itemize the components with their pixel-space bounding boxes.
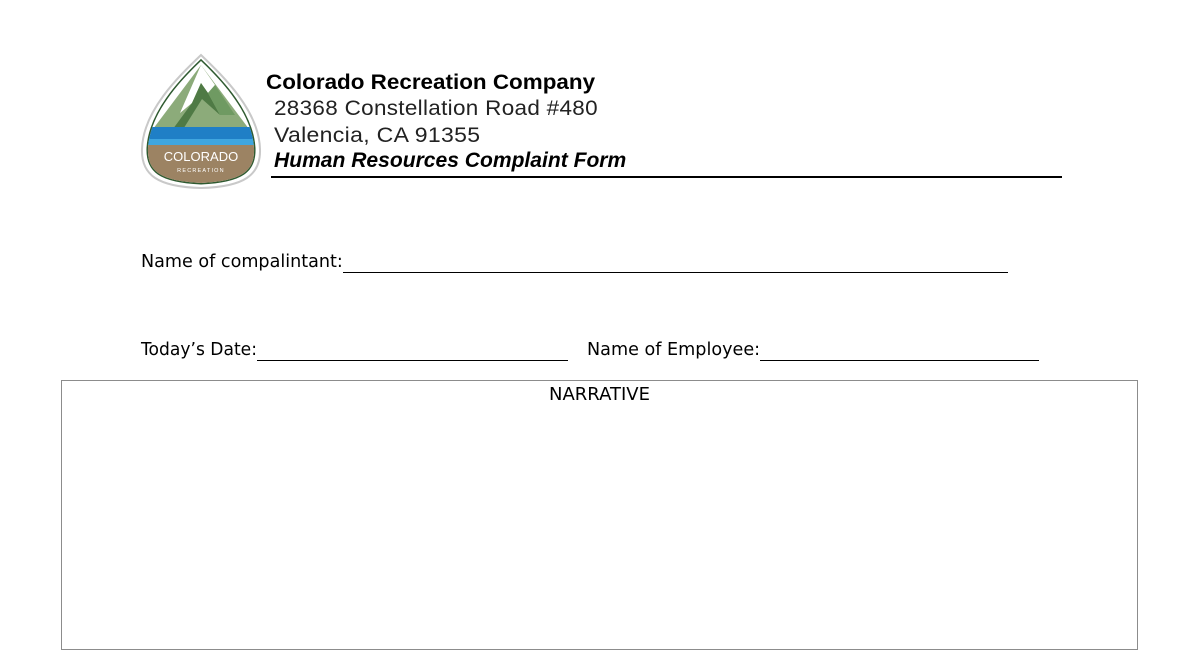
employee-label: Name of Employee:	[587, 339, 761, 360]
form-title: Human Resources Complaint Form	[274, 149, 627, 172]
date-field[interactable]	[257, 360, 568, 361]
address-line-1: 28368 Constellation Road #480	[274, 97, 598, 120]
company-logo	[140, 53, 262, 189]
company-name: Colorado Recreation Company	[266, 71, 596, 94]
complainant-label: Name of compalintant:	[141, 251, 343, 272]
narrative-label: NARRATIVE	[549, 384, 650, 405]
logo-text-main: COLORADO	[163, 149, 239, 164]
title-rule	[271, 176, 1062, 178]
date-label: Today’s Date:	[141, 339, 257, 360]
employee-field[interactable]	[760, 360, 1039, 361]
narrative-box[interactable]	[61, 380, 1138, 650]
complainant-field[interactable]	[343, 272, 1008, 273]
logo-text-sub: RECREATION	[177, 168, 225, 174]
address-line-2: Valencia, CA 91355	[274, 124, 481, 147]
logo-water	[140, 127, 262, 140]
